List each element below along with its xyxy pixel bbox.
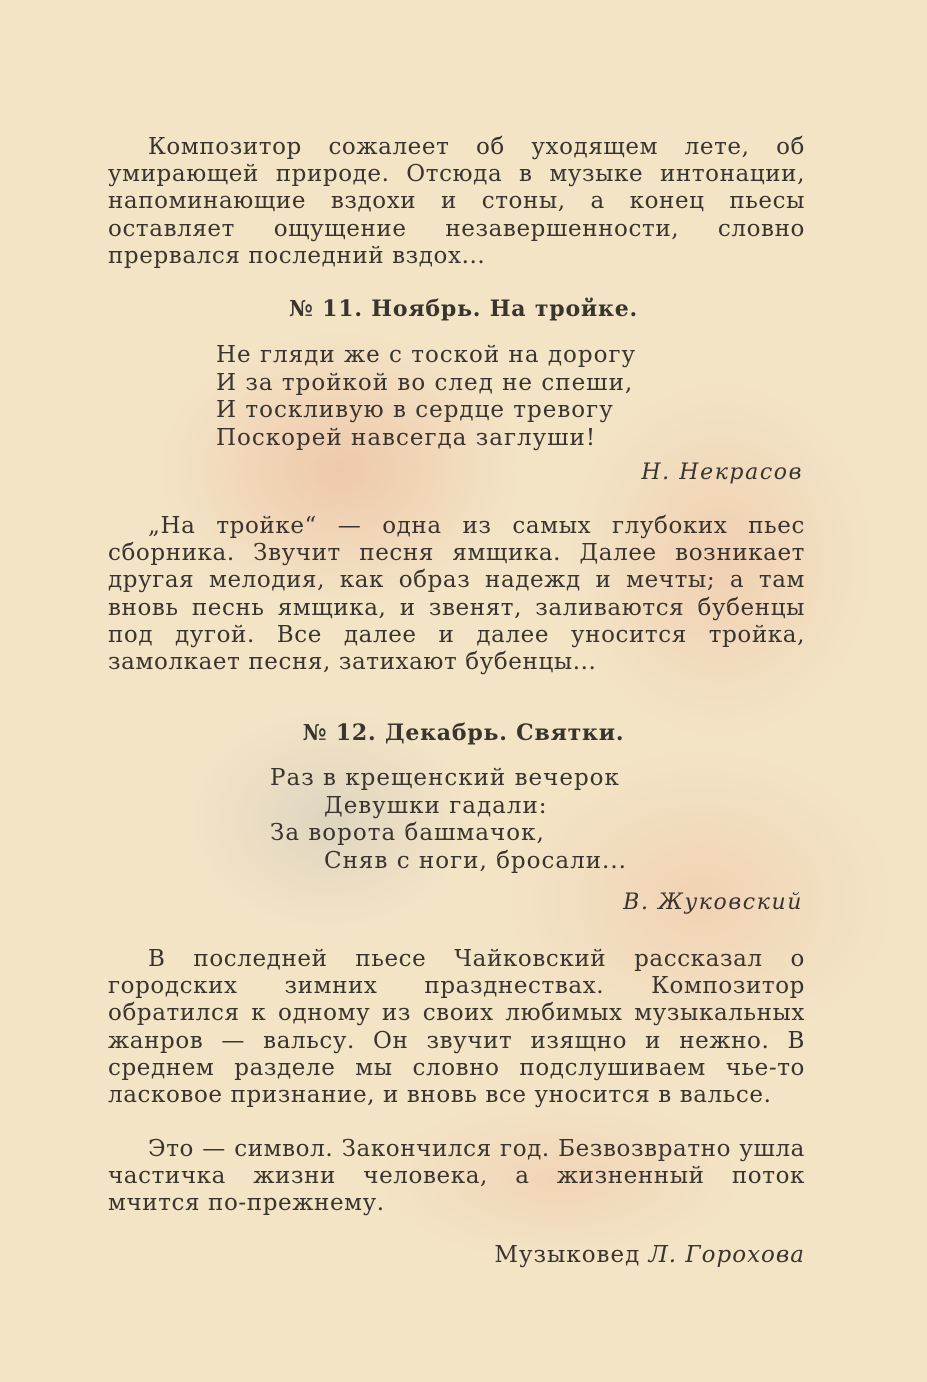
verse-line: И за тройкой во след не спеши,	[216, 369, 634, 396]
intro-paragraph: Композитор сожалеет об уходящем лете, об умирающей природе. Отсюда в музыке интонации, напоминающие вздохи и стоны, а конец пьесы оставляет ощущение незавершенности, словно прервался последний вздох...	[108, 134, 805, 269]
verse-line: Не гляди же с тоской на дорогу	[216, 342, 637, 368]
verse-line: Сняв с ноги, бросали...	[324, 847, 627, 874]
section-12-attribution: В. Жуковский	[623, 890, 803, 915]
section-11-verse	[216, 342, 636, 452]
section-11-heading: № 11. Ноябрь. На тройке.	[289, 296, 638, 322]
signature-name: Л. Горохова	[648, 1242, 805, 1268]
section-12-verse	[270, 765, 627, 875]
verse-line: За ворота башмачок,	[270, 820, 545, 846]
verse-line: Поскорей навсегда заглуши!	[216, 424, 597, 451]
section-11-paragraph: „На тройке“ — одна из самых глубоких пьес сборника. Звучит песня ямщика. Далее возникает другая мелодия, как образ надежд и мечты; а там вновь песнь ямщика, и звенят, заливаются бубенцы под дугой. Все далее и далее уносится тройка, замолкает песня, затихают бубенцы...	[108, 513, 805, 676]
signature-role: Музыковед	[494, 1242, 641, 1268]
verse-line: Раз в крещенский вечерок	[270, 765, 620, 791]
section-12-heading: № 12. Декабрь. Святки.	[302, 720, 625, 746]
section-11-attribution: Н. Некрасов	[641, 460, 803, 485]
author-signature	[494, 1242, 805, 1268]
verse-line: И тоскливую в сердце тревогу	[216, 397, 614, 423]
section-12-paragraph-2: Это — символ. Закончился год. Безвозвратно ушла частичка жизни человека, а жизненный поток мчится по-прежнему.	[108, 1136, 805, 1217]
verse-line: Девушки гадали:	[324, 792, 548, 819]
section-12-paragraph-1: В последней пьесе Чайковский рассказал о городских зимних празднествах. Композитор обратился к одному из своих любимых музыкальных жанров — вальсу. Он звучит изящно и нежно. В среднем разделе мы словно подслушиваем чье-то ласковое признание, и вновь все уносится в вальсе.	[108, 946, 805, 1109]
